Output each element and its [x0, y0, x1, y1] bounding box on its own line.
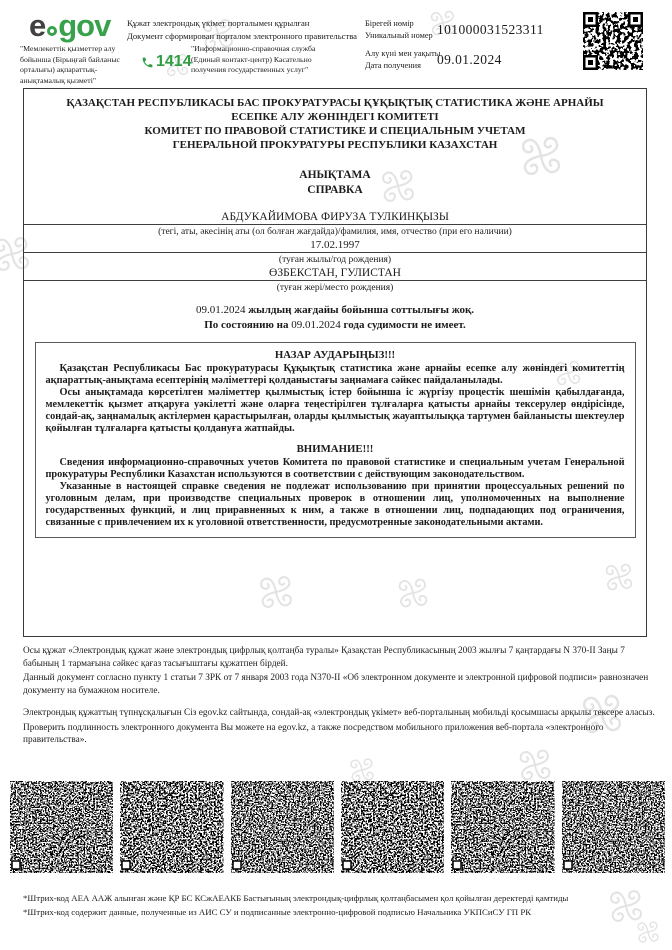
qr-code — [582, 11, 644, 71]
footnote-kk: *Штрих-код АЕА ААЖ алынған және ҚР БС КСжАЕАКБ Бастығының электрондық-цифрлық қолтаңбасымен қол қойылған деректерді қамтиды — [23, 893, 569, 903]
phone-number: 1414 — [156, 53, 192, 70]
barcode-segment — [562, 781, 665, 873]
barcode-segment — [120, 781, 223, 873]
receive-date-label-kk: Алу күні мен уақыты — [365, 49, 441, 58]
logo-gov-text: gov — [58, 8, 111, 43]
barcode-segment — [10, 781, 113, 873]
person-name: АБДУКАЙИМОВА ФИРУЗА ТУЛКИНҚЫЗЫ — [24, 211, 646, 225]
legal-para-ru-2: Проверить подлинность электронного документа Вы можете на egov.kz, а также посредством мобильного приложения веб-портала «электронного правительства». — [23, 722, 604, 746]
status-date-ru: 09.01.2024 — [291, 318, 341, 331]
receive-date-label — [365, 48, 440, 73]
issuing-authority-title — [24, 97, 646, 153]
birth-date: 17.02.1997 — [24, 239, 646, 253]
birth-place: ӨЗБЕКСТАН, ГУЛИСТАН — [24, 267, 646, 281]
birth-place-caption: (туған жері/место рождения) — [276, 282, 394, 293]
attention-para-kk-2: Осы анықтамада көрсетілген мәліметтер қылмыстық істер бойынша іс жүргізу процестік шешімін қабылдағанда, мемлекеттік қызмет атқаруға уәкілетті және оларға теңестірілген тұлғаларға қатысты арнайы тексерулер өндірісінде, сондай-ақ, заңнамалық актілермен қарастырылған, оларды қылмыстық жауаптылыққа тартумен байланысты шектеулер қойылған тұлғаларға қатысты қолдануға жатпайды. — [45, 387, 625, 435]
document-title-ru: СПРАВКА — [307, 183, 363, 196]
receive-date-value: 09.01.2024 — [437, 52, 502, 67]
attention-para-kk-1: Қазақстан Республикасы Бас прокуратурасы Құқықтық статистика және арнайы есепке алу жөніндегі комитеттің ақпараттық-анықтама есептерінің мәліметтері қолданыстағы заңнамаға сәйкес пайдаланылады. — [45, 362, 625, 386]
legal-para-ru-1: Данный документ согласно пункту 1 статьи 7 ЗРК от 7 января 2003 года N370-II «Об электронном документе и электронной цифровой подписи» равнозначен документу на бумажном носителе. — [23, 673, 649, 696]
authority-ru-1: КОМИТЕТ ПО ПРАВОВОЙ СТАТИСТИКЕ И СПЕЦИАЛЬНЫМ УЧЕТАМ — [144, 124, 526, 137]
logo-letter-e: e — [29, 8, 46, 43]
phone-icon — [141, 56, 154, 69]
contact-phone — [141, 53, 192, 71]
barcode-segment — [341, 781, 444, 873]
footnote-ru: *Штрих-код содержит данные, полученные из АИС СУ и подписанные электронно-цифровой подписью Начальника УКПСиСУ ГП РК — [23, 906, 532, 917]
conviction-status-kk — [24, 304, 646, 316]
unique-number-value: 101000031523311 — [437, 22, 544, 37]
unique-number-label-kk: Бірегей нөмір — [365, 19, 414, 28]
portal-statement-ru: Документ сформирован порталом электронного правительства — [127, 31, 357, 42]
conviction-status-ru — [24, 319, 646, 331]
unique-number-label — [365, 18, 433, 43]
document-title-kk: АНЫҚТАМА — [299, 168, 371, 181]
attention-para-ru-2: Указанные в настоящей справке сведения не подлежат использованию при принятии процессуальных решений по уголовным делам, при производстве специальных проверок в отношении лиц, уполномоченных на выполнение государственных функций, и лиц приравненных к ним, а также в отношении лиц, подпадающих под ограничения, связанные с привлечением их к уголовной ответственности, предусмотренные законодательными актами. — [45, 480, 625, 529]
status-suffix-ru: года судимости не имеет. — [343, 318, 466, 331]
barcode-footnotes — [23, 892, 643, 919]
status-text-kk: жылдың жағдайы бойынша соттылығы жоқ. — [248, 303, 475, 316]
logo-dot-icon — [47, 26, 57, 36]
legal-para-kk-2: Электрондық құжаттың түпнұсқалығын Сіз egov.kz сайтында, сондай-ақ «электрондық үкімет» веб-порталының мобильді қосымшасы арқылы тексере аласыз. — [23, 708, 655, 719]
egov-logo — [29, 8, 110, 44]
contact-service-ru: "Информационно-справочная служба (Единый контакт-центр) Касательно получения государственных услуг" — [191, 44, 316, 75]
authority-ru-2: ГЕНЕРАЛЬНОЙ ПРОКУРАТУРЫ РЕСПУБЛИКИ КАЗАХСТАН — [172, 138, 498, 151]
portal-statement-kk: Құжат электрондық үкімет порталымен құрылған — [127, 18, 310, 28]
authority-kk: ҚАЗАҚСТАН РЕСПУБЛИКАСЫ БАС ПРОКУРАТУРАСЫ ҚҰҚЫҚТЫҚ СТАТИСТИКА ЖӘНЕ АРНАЙЫ ЕСЕПКЕ АЛУ ЖӨНІНДЕГІ КОМИТЕТІ — [66, 97, 604, 123]
birth-date-caption: (туған жылы/год рождения) — [278, 254, 392, 265]
legal-notes — [23, 645, 659, 749]
certificate-frame — [23, 88, 647, 637]
person-name-caption: (тегі, аты, әкесінің аты (ол болған жағдайда)/фамилия, имя, отчество (при его наличии) — [158, 226, 512, 237]
legal-para-kk-1: Осы құжат «Электрондық құжат және электрондық цифрлық қолтаңба туралы» Қазақстан Республикасының 2003 жылғы 7 қаңтардағы N 370-II Заңы 7 бабының 1 тармағына сәйкес қағаз тасығыштағы құжатпен бірдей. — [23, 646, 625, 669]
barcode-segment — [451, 781, 554, 873]
status-prefix-ru: По состоянию на — [204, 318, 289, 331]
unique-number-label-ru: Уникальный номер — [365, 31, 433, 41]
barcode-segment — [231, 781, 334, 873]
contact-service-kk: "Мемлекеттік қызметтер алу бойынша (Бірыңғай байланыс орталығы) ақпараттық-анықтамалық қызметі" — [20, 44, 121, 85]
signature-barcode-strip — [10, 781, 665, 873]
receive-date-label-ru: Дата получения — [365, 61, 421, 71]
attention-para-ru-1: Сведения информационно-справочных учетов Комитета по правовой статистике и специальным учетам Генеральной прокуратуры Республики Казахстан используются в соответствии с действующим законодательством. — [45, 456, 625, 480]
attention-box — [35, 342, 636, 539]
document-title — [24, 168, 646, 198]
attention-heading-kk: НАЗАР АУДАРЫҢЫЗ!!! — [274, 348, 396, 361]
portal-statement — [127, 17, 365, 44]
attention-heading-ru: ВНИМАНИЕ!!! — [296, 442, 374, 455]
status-date-kk: 09.01.2024 — [195, 303, 246, 316]
